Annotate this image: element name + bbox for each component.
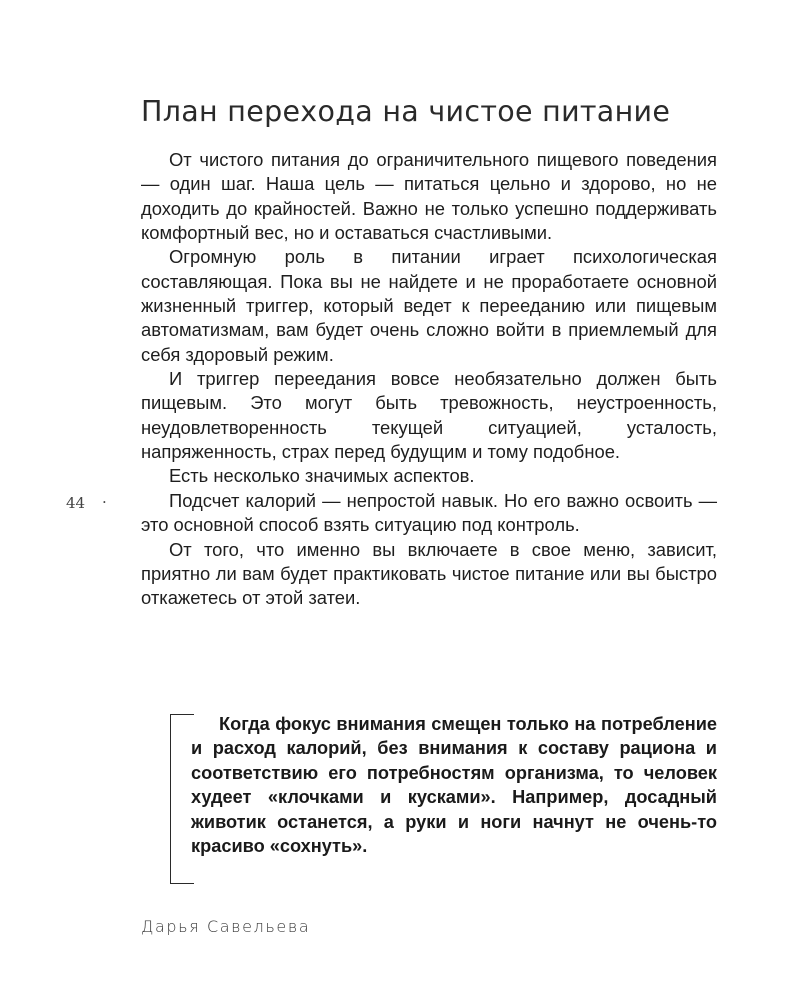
page-number: 44 bbox=[66, 494, 86, 512]
paragraph: От того, что именно вы включаете в свое меню, зависит, приятно ли вам будет практиковать чистое питание или вы быстро откажетесь от этой затеи. bbox=[141, 538, 717, 609]
paragraph: Подсчет калорий — непростой навык. Но его важно освоить — это основной способ взять ситуацию под контроль. bbox=[141, 489, 717, 536]
paragraph: И триггер переедания вовсе необязательно должен быть пищевым. Это могут быть тревожность, неустроенность, неудовлетворенность текущей ситуацией, усталость, напряженность, страх перед будущим и тому подобное. bbox=[141, 368, 717, 463]
paragraph: Есть несколько значимых аспектов. bbox=[169, 465, 475, 487]
callout-text: Когда фокус внимания смещен только на потребление и расход калорий, без внимания к составу рациона и соответствию его потребностям организма, то человек худеет «клочками и кусками». Например, досадный животик останется, а руки и ноги начнут не очень-то красиво «сохнуть». bbox=[191, 714, 717, 857]
folio-separator: · bbox=[102, 493, 107, 511]
paragraph: От чистого питания до ограничительного пищевого поведения — один шаг. Наша цель — питаться цельно и здорово, но не доходить до крайностей. Важно не только успешно поддерживать комфортный вес, но и оставаться счастливыми. bbox=[141, 149, 717, 244]
running-footer-author: Дарья Савельева bbox=[141, 917, 311, 936]
body-text bbox=[141, 148, 717, 611]
page-title: План перехода на чистое питание bbox=[141, 95, 671, 128]
paragraph: Огромную роль в питании играет психологическая составляющая. Пока вы не найдете и не проработаете основной жизненный триггер, который ведет к перееданию или пищевым автоматизмам, вам будет очень сложно войти в приемлемый для себя здоровый режим. bbox=[141, 246, 717, 365]
